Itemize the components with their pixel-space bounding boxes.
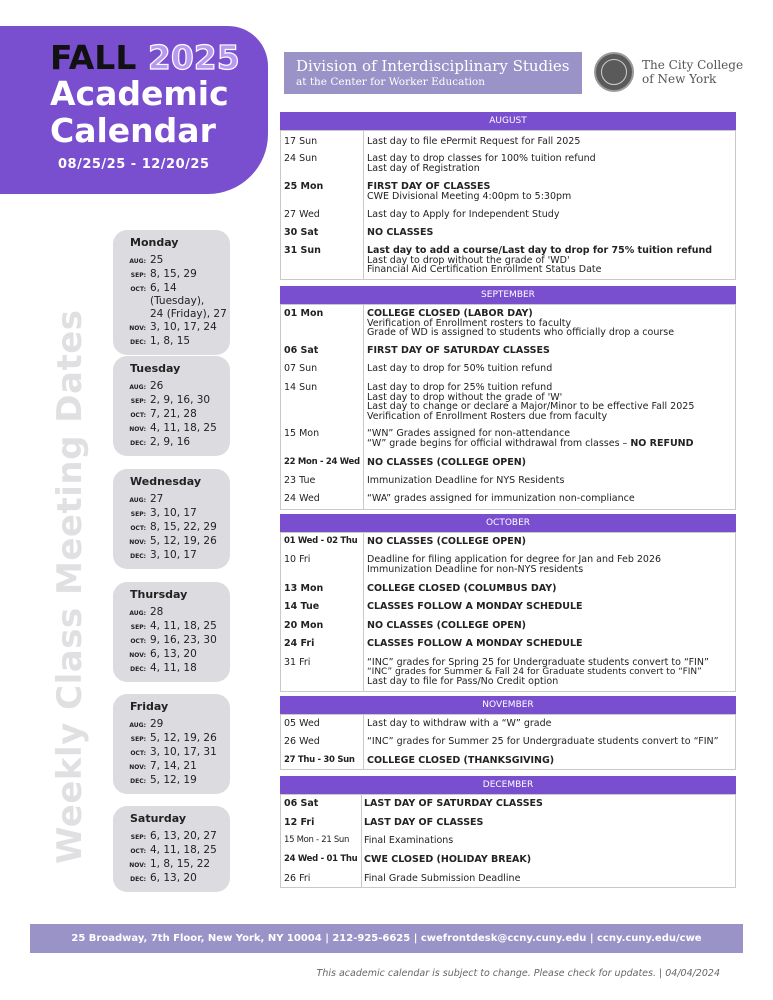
weekday-dates-row (117, 380, 230, 394)
event-line: Last day to change or declare a Major/Minor to be effective Fall 2025 (367, 401, 695, 412)
weekday-dates-row (117, 254, 230, 268)
section-header-october: OCTOBER (280, 514, 736, 532)
event-description (367, 621, 526, 631)
weekday-dates-row (117, 282, 230, 308)
weekday-dates-row (117, 521, 230, 535)
weekday-dates-row (117, 493, 230, 507)
event-line: Last day of Registration (367, 162, 480, 174)
weekday-dates-row (117, 308, 230, 321)
weekday-dates-row (117, 774, 230, 788)
event-date: 24 Sun (284, 153, 318, 164)
dates-value: 3, 10, 17 (150, 507, 197, 519)
event-description (367, 737, 719, 747)
event-description (367, 658, 709, 687)
footer-contact: 25 Broadway, 7th Floor, New York, NY 10004 | 212-925-6625 | cwefrontdesk@ccny.cuny.edu | ccny.cuny.edu/cwe (30, 924, 743, 953)
weekday-card-wednesday (113, 469, 230, 569)
weekday-dates-row (117, 335, 230, 349)
weekday-dates-row (117, 746, 230, 760)
event-line: Grade of WD is assigned to students who officially drop a course (367, 327, 675, 338)
event-description (367, 182, 571, 201)
division-banner (284, 52, 582, 94)
dates-value: 6, 13, 20 (150, 648, 197, 660)
event-date: 20 Mon (284, 620, 324, 631)
event-line: Last day to drop for 50% tuition refund (367, 363, 553, 374)
column-divider (363, 305, 364, 509)
weekday-dates-row (117, 858, 230, 872)
section-header-august: AUGUST (280, 112, 736, 130)
dates-value: 26 (150, 380, 164, 392)
disclaimer-note: This academic calendar is subject to change. Please check for updates. | 04/04/2024 (316, 968, 720, 979)
month-label: OCT: (130, 638, 146, 645)
dates-value: 4, 11, 18, 25 (150, 422, 217, 434)
event-line: “WA” grades assigned for immunization non-compliance (367, 493, 635, 504)
title-fall: FALL (50, 38, 137, 77)
event-date: 24 Wed - 01 Thu (284, 854, 358, 864)
event-date: 23 Tue (284, 475, 316, 486)
column-divider (363, 533, 364, 691)
event-line: Last day to drop without the grade of 'W' (367, 391, 563, 403)
event-date: 14 Tue (284, 601, 320, 612)
title-year: 2025 (147, 38, 240, 77)
dates-value: 1, 8, 15 (150, 335, 191, 347)
dates-value: 8, 15, 29 (150, 268, 197, 280)
event-date: 26 Wed (284, 736, 320, 747)
weekday-dates-row (117, 321, 230, 335)
weekday-dates-row (117, 436, 230, 450)
event-date: 31 Sun (284, 245, 321, 256)
column-divider (363, 131, 364, 279)
month-label: AUG: (129, 384, 146, 391)
event-date: 17 Sun (284, 136, 318, 147)
event-date: 24 Wed (284, 493, 320, 504)
dates-value: 5, 12, 19, 26 (150, 535, 217, 547)
dates-value: 28 (150, 606, 164, 618)
weekday-dates-row (117, 394, 230, 408)
weekday-dates-row (117, 760, 230, 774)
event-date: 15 Mon - 21 Sun (284, 835, 350, 845)
event-description (367, 639, 583, 649)
event-line: “INC” grades for Summer 25 for Undergraduate students convert to “FIN” (367, 736, 719, 747)
month-label: AUG: (129, 497, 146, 504)
section-table-october (280, 532, 736, 692)
title-badge (0, 26, 268, 194)
month-label: NOV: (129, 325, 146, 332)
section-table-august (280, 130, 736, 280)
event-date: 31 Fri (284, 657, 311, 668)
event-description (367, 719, 551, 729)
event-line: Last day to file for Pass/No Credit option (367, 676, 559, 687)
month-label: AUG: (129, 722, 146, 729)
dates-value: 29 (150, 718, 164, 730)
dates-value: 5, 12, 19, 26 (150, 732, 217, 744)
event-date: 27 Wed (284, 209, 320, 220)
event-line: “INC” grades for Spring 25 for Undergraduate students convert to “FIN” (367, 657, 709, 668)
weekday-dates-row (117, 422, 230, 436)
month-label: NOV: (129, 539, 146, 546)
event-line: CWE CLOSED (HOLIDAY BREAK) (364, 854, 532, 865)
event-date: 13 Mon (284, 583, 324, 594)
weekday-name: Monday (130, 236, 179, 249)
event-date: 06 Sat (284, 798, 319, 809)
dates-value: 6, 13, 20 (150, 872, 197, 884)
event-line: LAST DAY OF SATURDAY CLASSES (364, 798, 543, 809)
event-line: CLASSES FOLLOW A MONDAY SCHEDULE (367, 638, 583, 649)
dates-value: 4, 11, 18, 25 (150, 844, 217, 856)
month-label: DEC: (130, 553, 146, 560)
month-label: DEC: (130, 666, 146, 673)
section-table-november (280, 714, 736, 770)
title-line-1 (50, 40, 240, 76)
event-description (367, 364, 552, 374)
section-header-september: SEPTEMBER (280, 286, 736, 304)
event-line: Last day to drop without the grade of 'WD' (367, 254, 570, 266)
weekday-dates-row (117, 507, 230, 521)
event-line: FIRST DAY OF CLASSES (367, 181, 491, 192)
section-table-september (280, 304, 736, 510)
event-description (367, 458, 526, 468)
weekday-dates-row (117, 648, 230, 662)
event-date: 15 Mon (284, 428, 320, 439)
weekday-name: Saturday (130, 812, 186, 825)
dates-value: 6, 14 (Tuesday), (150, 282, 205, 307)
event-line: COLLEGE CLOSED (THANKSGIVING) (367, 755, 555, 766)
section-table-december (280, 794, 736, 888)
weekday-dates-row (117, 620, 230, 634)
month-label: DEC: (130, 876, 146, 883)
division-subtitle: at the Center for Worker Education (296, 76, 486, 88)
event-line: Last day to withdraw with a “W” grade (367, 718, 552, 729)
college-name-line-2: of New York (642, 72, 717, 86)
side-title: Weekly Class Meeting Dates (50, 309, 90, 864)
event-description (367, 429, 694, 448)
dates-value: 27 (150, 493, 164, 505)
dates-value: 3, 10, 17, 24 (150, 321, 217, 333)
event-description (367, 137, 580, 147)
month-label: DEC: (130, 339, 146, 346)
no-refund-emphasis: NO REFUND (630, 437, 694, 449)
column-divider (363, 715, 364, 769)
weekday-dates-row (117, 844, 230, 858)
event-line: LAST DAY OF CLASSES (364, 817, 484, 828)
event-description (367, 476, 564, 486)
month-label: OCT: (130, 525, 146, 532)
event-date: 26 Fri (284, 873, 311, 884)
event-line: Last day to drop classes for 100% tuition refund (367, 153, 596, 164)
dates-value: 2, 9, 16, 30 (150, 394, 211, 406)
month-label: SEP: (130, 834, 146, 841)
weekday-card-thursday (113, 582, 230, 682)
event-line: NO CLASSES (COLLEGE OPEN) (367, 536, 527, 547)
weekday-card-tuesday (113, 356, 230, 456)
dates-value: 3, 10, 17, 31 (150, 746, 217, 758)
title-line-3: Calendar (50, 111, 216, 150)
weekday-dates-row (117, 830, 230, 844)
weekday-dates-row (117, 408, 230, 422)
event-description (364, 799, 543, 809)
dates-value: 4, 11, 18 (150, 662, 197, 674)
weekday-name: Wednesday (130, 475, 202, 488)
month-label: NOV: (129, 862, 146, 869)
event-description (367, 346, 550, 356)
month-label: AUG: (129, 610, 146, 617)
event-line: Immunization Deadline for non-NYS residents (367, 563, 584, 575)
weekday-dates-row (117, 535, 230, 549)
month-label: NOV: (129, 764, 146, 771)
event-description (367, 228, 433, 238)
event-date: 22 Mon - 24 Wed (284, 457, 360, 467)
event-description (364, 855, 531, 865)
event-date: 07 Sun (284, 363, 318, 374)
weekday-dates-row (117, 872, 230, 886)
dates-value: 7, 14, 21 (150, 760, 197, 772)
event-line: Last day to add a course/Last day to drop for 75% tuition refund (367, 245, 713, 256)
month-label: OCT: (130, 848, 146, 855)
dates-value: 24 (Friday), 27 (150, 308, 227, 320)
column-divider (361, 795, 362, 887)
division-title: Division of Interdisciplinary Studies (296, 57, 570, 75)
event-date: 27 Thu - 30 Sun (284, 755, 355, 765)
dates-value: 25 (150, 254, 164, 266)
event-line: Financial Aid Certification Enrollment Status Date (367, 264, 602, 275)
event-description (367, 309, 674, 338)
event-date: 12 Fri (284, 817, 315, 828)
event-date: 10 Fri (284, 554, 311, 565)
event-date: 01 Mon (284, 308, 324, 319)
weekday-dates-row (117, 732, 230, 746)
section-header-november: NOVEMBER (280, 696, 736, 714)
event-description (364, 818, 483, 828)
month-label: SEP: (130, 398, 146, 405)
event-line: COLLEGE CLOSED (LABOR DAY) (367, 308, 533, 319)
event-line: Deadline for filing application for degree for Jan and Feb 2026 (367, 554, 662, 565)
month-label: SEP: (130, 272, 146, 279)
weekday-dates-row (117, 718, 230, 732)
event-line: Last day to Apply for Independent Study (367, 209, 560, 220)
weekday-dates-row (117, 606, 230, 620)
term-dates: 08/25/25 - 12/20/25 (58, 157, 210, 172)
dates-value: 7, 21, 28 (150, 408, 197, 420)
college-seal-icon (594, 52, 634, 92)
month-label: OCT: (130, 750, 146, 757)
event-line: Last day to drop for 25% tuition refund (367, 382, 553, 393)
dates-value: 9, 16, 23, 30 (150, 634, 217, 646)
event-line: Final Examinations (364, 835, 454, 846)
dates-value: 5, 12, 19 (150, 774, 197, 786)
dates-value: 8, 15, 22, 29 (150, 521, 217, 533)
event-description (367, 756, 554, 766)
college-logo (594, 52, 743, 92)
event-description (364, 836, 453, 846)
month-label: SEP: (130, 624, 146, 631)
event-line: Last day to file ePermit Request for Fall 2025 (367, 136, 581, 147)
college-name (642, 58, 743, 86)
event-line: “WN” Grades assigned for non-attendance (367, 428, 571, 439)
event-line: NO CLASSES (367, 227, 434, 238)
event-date: 14 Sun (284, 382, 318, 393)
month-label: OCT: (130, 286, 146, 293)
event-description (364, 874, 520, 884)
event-line: “INC” grades for Summer & Fall 24 for Graduate students convert to “FIN” (367, 666, 702, 677)
event-line: “W” grade begins for official withdrawal from classes – NO REFUND (367, 437, 694, 449)
event-line: FIRST DAY OF SATURDAY CLASSES (367, 345, 550, 356)
weekday-dates-row (117, 662, 230, 676)
event-description (367, 383, 694, 421)
title-line-2: Academic (50, 74, 229, 113)
weekday-dates-row (117, 634, 230, 648)
month-label: NOV: (129, 652, 146, 659)
event-date: 25 Mon (284, 181, 324, 192)
event-line: Verification of Enrollment Rosters due from faculty (367, 410, 608, 422)
event-line: Verification of Enrollment rosters to faculty (367, 317, 572, 329)
event-date: 01 Wed - 02 Thu (284, 536, 358, 546)
event-description (367, 154, 596, 173)
dates-value: 6, 13, 20, 27 (150, 830, 217, 842)
event-date: 24 Fri (284, 638, 315, 649)
event-line: NO CLASSES (COLLEGE OPEN) (367, 620, 527, 631)
dates-value: 3, 10, 17 (150, 549, 197, 561)
month-label: SEP: (130, 511, 146, 518)
event-line: CWE Divisional Meeting 4:00pm to 5:30pm (367, 190, 572, 202)
month-label: DEC: (130, 778, 146, 785)
event-description (367, 602, 583, 612)
weekday-name: Friday (130, 700, 169, 713)
section-header-december: DECEMBER (280, 776, 736, 794)
month-label: NOV: (129, 426, 146, 433)
college-name-line-1: The City College (642, 58, 744, 72)
event-date: 06 Sat (284, 345, 319, 356)
weekday-dates-row (117, 268, 230, 282)
event-description (367, 584, 556, 594)
dates-value: 4, 11, 18, 25 (150, 620, 217, 632)
event-description (367, 537, 526, 547)
event-description (367, 494, 635, 504)
event-description (367, 246, 712, 275)
event-date: 30 Sat (284, 227, 319, 238)
dates-value: 2, 9, 16 (150, 436, 191, 448)
weekday-name: Tuesday (130, 362, 181, 375)
event-line: NO CLASSES (COLLEGE OPEN) (367, 457, 527, 468)
month-label: SEP: (130, 736, 146, 743)
month-label: OCT: (130, 412, 146, 419)
weekday-card-friday (113, 694, 230, 794)
event-line: Immunization Deadline for NYS Residents (367, 475, 565, 486)
event-line: Final Grade Submission Deadline (364, 873, 521, 884)
dates-value: 1, 8, 15, 22 (150, 858, 211, 870)
weekday-card-saturday (113, 806, 230, 892)
event-date: 05 Wed (284, 718, 320, 729)
event-line: CLASSES FOLLOW A MONDAY SCHEDULE (367, 601, 583, 612)
month-label: DEC: (130, 440, 146, 447)
weekday-name: Thursday (130, 588, 188, 601)
event-line: COLLEGE CLOSED (COLUMBUS DAY) (367, 583, 557, 594)
month-label: AUG: (129, 258, 146, 265)
event-description (367, 555, 661, 574)
weekday-dates-row (117, 549, 230, 563)
weekday-card-monday (113, 230, 230, 355)
event-description (367, 210, 559, 220)
